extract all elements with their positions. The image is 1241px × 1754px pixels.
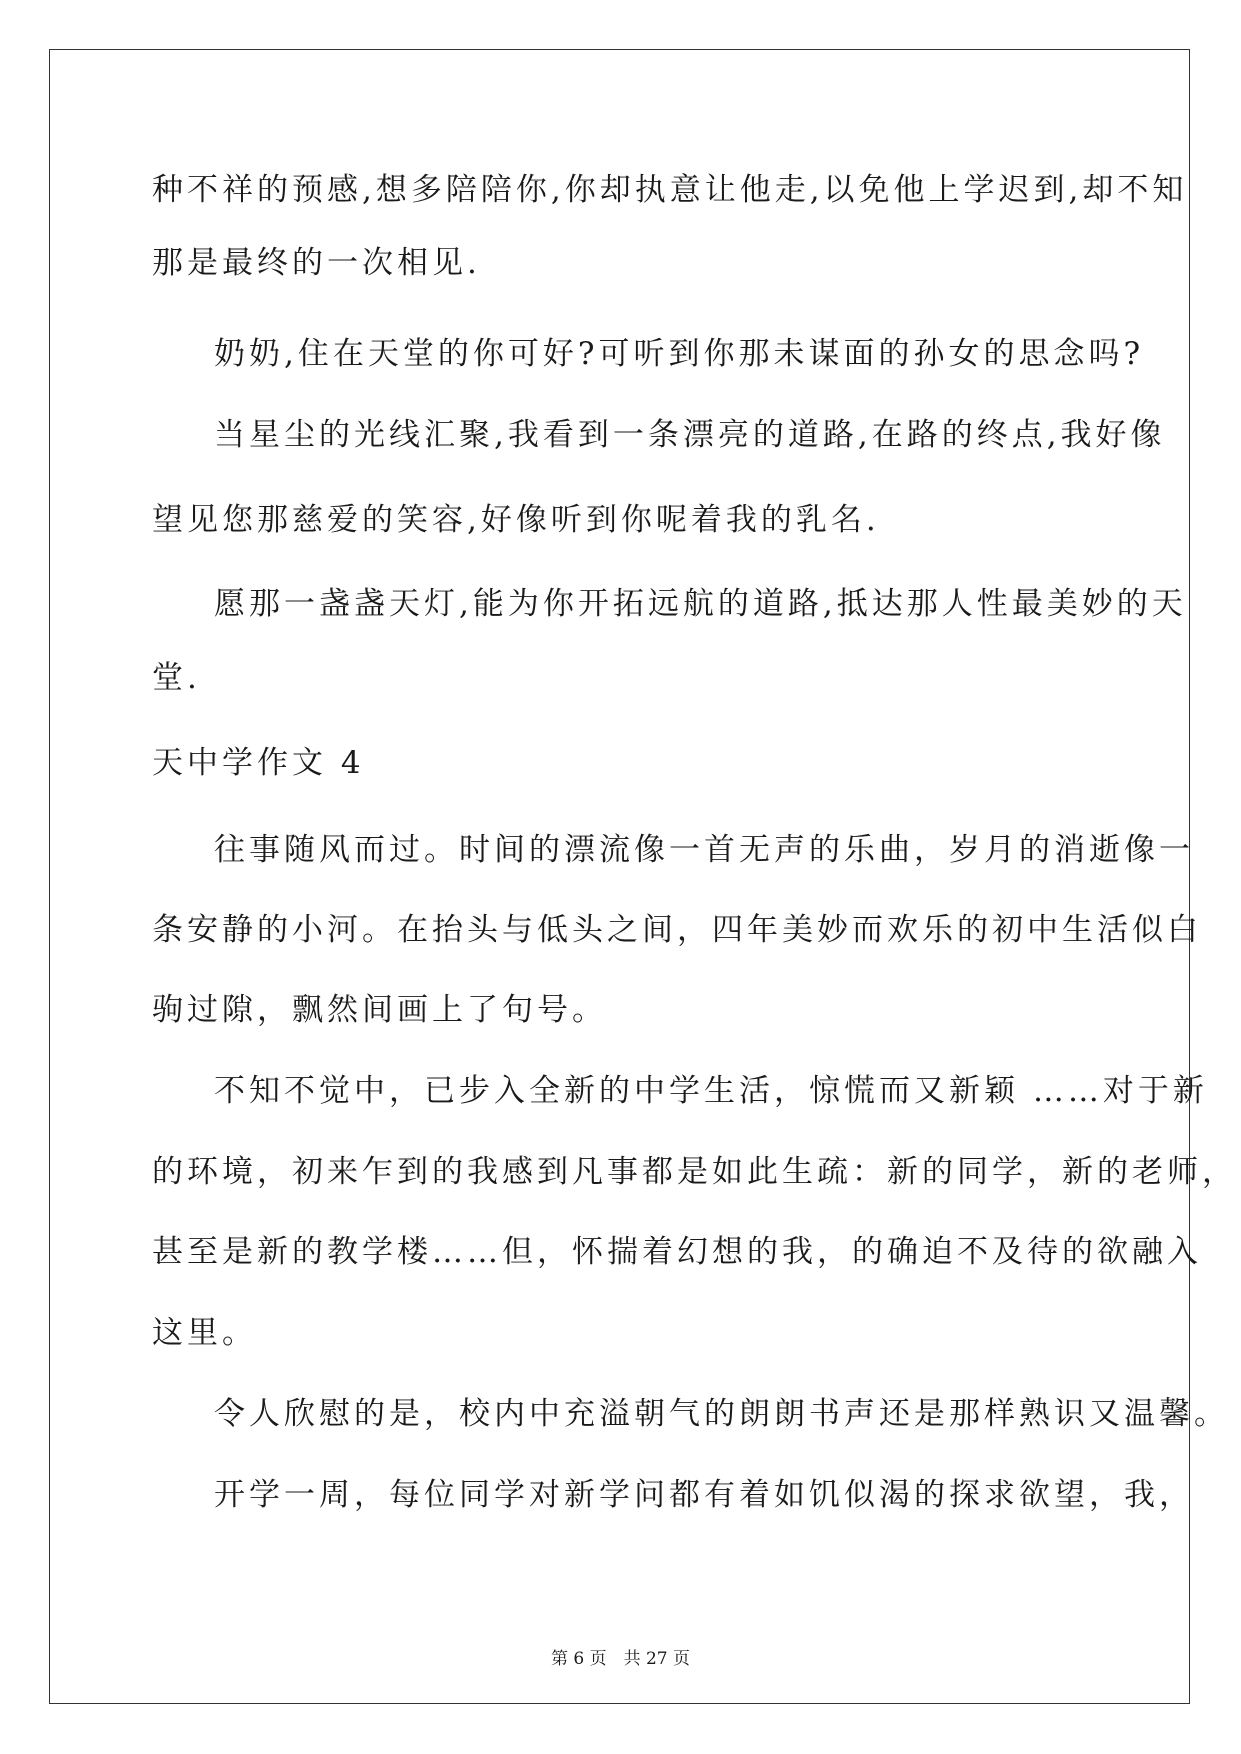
text-line: 令人欣慰的是，校内中充溢朝气的朗朗书声还是那样熟识又温馨。 [214,1396,1229,1432]
text-line: 那是最终的一次相见. [152,245,481,281]
text-line: 种不祥的预感,想多陪陪你,你却执意让他走,以免他上学迟到,却不知 [152,172,1188,208]
text-line: 奶奶,住在天堂的你可好?可听到你那未谋面的孙女的思念吗? [214,336,1145,372]
text-line: 当星尘的光线汇聚,我看到一条漂亮的道路,在路的终点,我好像 [214,417,1166,453]
text-line: 往事随风而过。时间的漂流像一首无声的乐曲，岁月的消逝像一 [214,832,1194,868]
text-line: 驹过隙，飘然间画上了句号。 [152,992,607,1028]
text-line: 愿那一盏盏天灯,能为你开拓远航的道路,抵达那人性最美妙的天 [214,586,1187,622]
page-border [49,49,1190,1704]
text-line: 这里。 [152,1315,257,1351]
text-line: 不知不觉中，已步入全新的中学生活，惊慌而又新颖 ……对于新 [214,1073,1208,1109]
text-line: 的环境，初来乍到的我感到凡事都是如此生疏：新的同学，新的老师， [152,1154,1237,1190]
text-line: 堂. [152,660,201,696]
section-heading: 天中学作文 4 [152,745,365,781]
text-line: 开学一周，每位同学对新学问都有着如饥似渴的探求欲望，我， [214,1477,1194,1513]
text-line: 甚至是新的教学楼……但，怀揣着幻想的我，的确迫不及待的欲融入 [152,1234,1202,1270]
text-line: 望见您那慈爱的笑容,好像听到你呢着我的乳名. [152,502,880,538]
page-footer: 第 6 页 共 27 页 [550,1649,691,1669]
text-line: 条安静的小河。在抬头与低头之间，四年美妙而欢乐的初中生活似白 [152,912,1202,948]
